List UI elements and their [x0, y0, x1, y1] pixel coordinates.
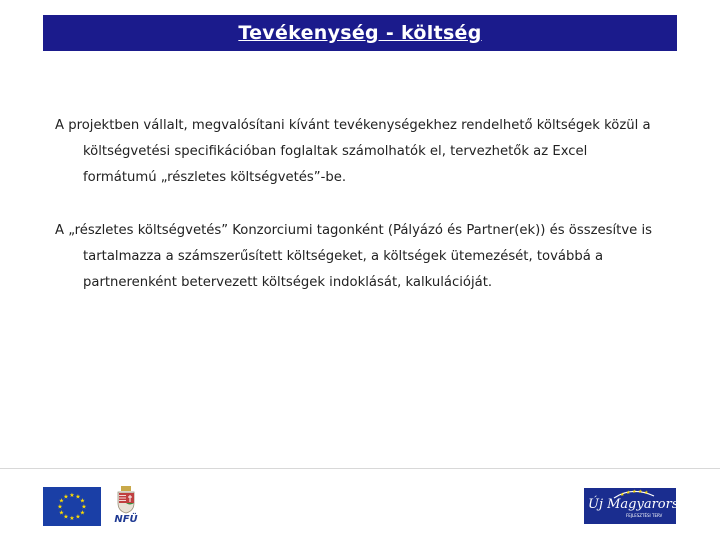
- svg-text:★: ★: [626, 490, 631, 496]
- svg-text:★: ★: [75, 513, 81, 521]
- svg-text:★: ★: [620, 492, 625, 498]
- uj-magyarorszag-logo: [584, 488, 702, 524]
- svg-text:★: ★: [79, 509, 86, 517]
- svg-text:★: ★: [57, 503, 63, 511]
- fejlesztesi-terv-text: FEJLESZTÉSI TERV: [626, 513, 663, 518]
- svg-text:★: ★: [63, 493, 69, 501]
- paragraph-2: A „részletes költségvetés” Konzorciumi tagonként (Pályázó és Partner(ek)) és összesítve is tartalmazza a számszerűsített költségeket, a költségek ütemezését, továbbá a partnerenként betervezett költségek indoklását, kalkulációját.: [55, 222, 652, 291]
- paragraph-1: A projektben vállalt, megvalósítani kívánt tevékenységekhez rendelhető költségek közül a költségvetési specifikációban foglaltak számolhatók el, tervezhetők az Excel formátumú „részletes költségvetés”-be.: [55, 118, 651, 186]
- svg-text:★: ★: [75, 493, 81, 501]
- svg-text:★: ★: [69, 515, 75, 522]
- slide-title: Tevékenység - költség: [238, 22, 482, 44]
- svg-text:★: ★: [638, 489, 643, 495]
- svg-text:★: ★: [69, 492, 75, 499]
- slide-body: [55, 113, 665, 322]
- nfu-logo-text: NFÜ: [114, 514, 138, 525]
- svg-text:★: ★: [632, 489, 637, 495]
- svg-text:★: ★: [81, 503, 87, 511]
- svg-text:★: ★: [644, 490, 649, 496]
- svg-text:★: ★: [58, 497, 65, 505]
- svg-text:★: ★: [58, 509, 65, 517]
- eu-flag-icon: [43, 487, 101, 526]
- svg-text:★: ★: [63, 513, 69, 521]
- footer-divider: [0, 468, 720, 469]
- uj-magyarorszag-text: Új Magyarország: [588, 497, 702, 512]
- svg-text:★: ★: [79, 497, 86, 505]
- slide-title-bar: [43, 15, 677, 51]
